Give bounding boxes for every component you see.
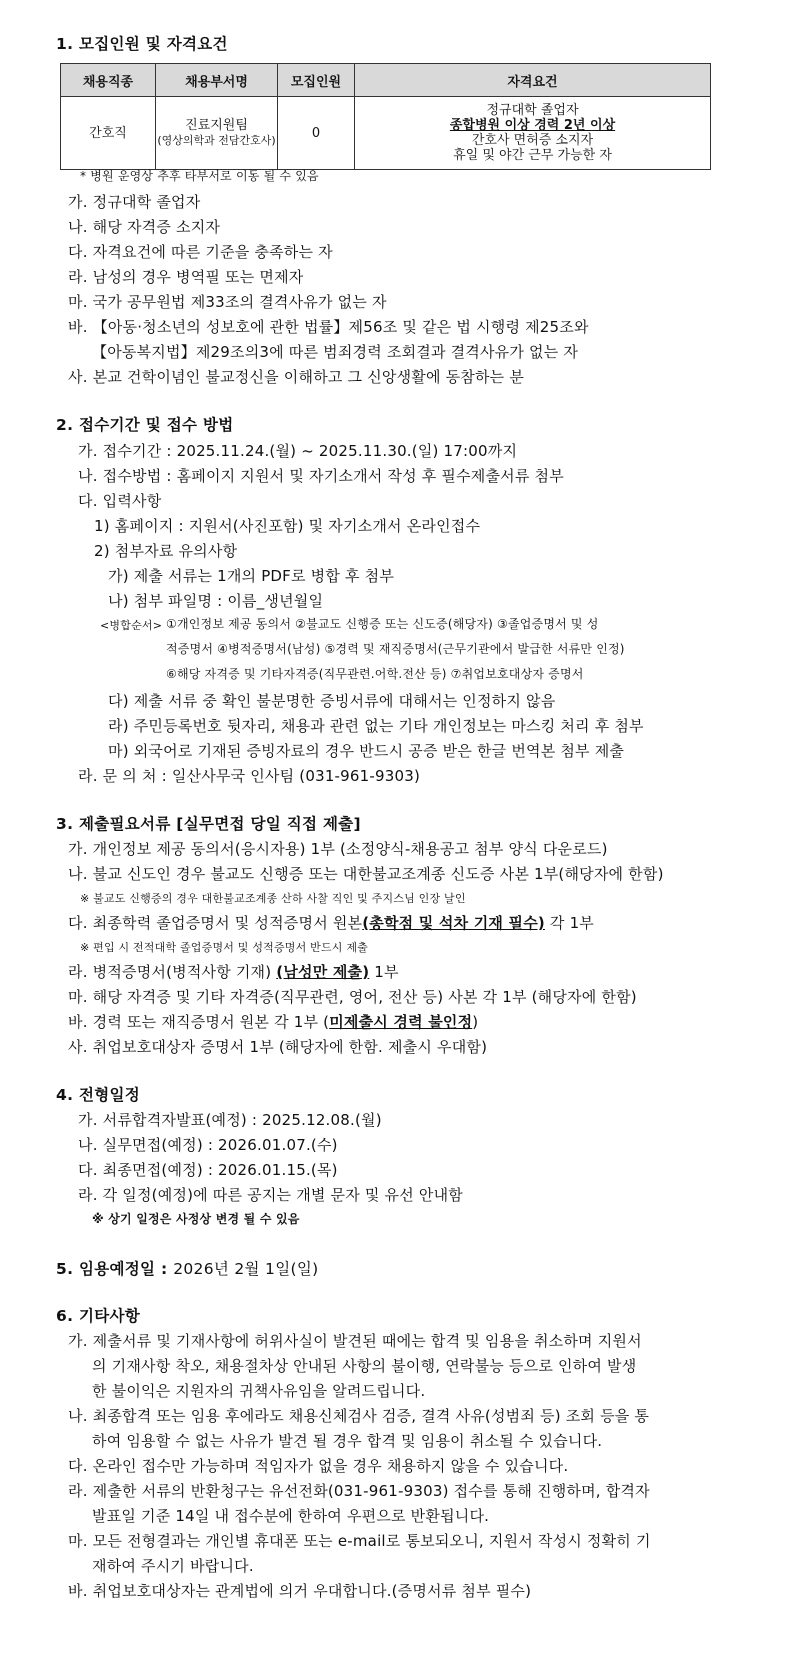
s3-ba [68, 1011, 478, 1032]
s2-merge-line: ⑥해당 자격증 및 기타자격증(직무관련.어학.전산 등) ⑦취업보호대상자 증명서 [166, 667, 584, 681]
s2-ma: 마) 외국어로 기재된 증빙자료의 경우 반드시 공증 받은 한글 번역본 첨부 제출 [108, 742, 625, 760]
section-4-title: 4. 전형일정 [56, 1086, 141, 1104]
table-row [61, 97, 711, 170]
s3-sa: 사. 취업보호대상자 증명서 1부 (해당자에 한함. 제출시 우대함) [68, 1038, 488, 1056]
table-header-count: 모집인원 [278, 64, 355, 97]
s6-line: 마. 모든 전형결과는 개인별 휴대폰 또는 e-mail로 통보되오니, 지원서 작성시 정확히 기 [68, 1532, 651, 1550]
section-2-title: 2. 접수기간 및 접수 방법 [56, 416, 234, 434]
s2-merge-line: 적증명서 ④병적증명서(남성) ⑤경력 및 재직증명서(근무기관에서 발급한 서류만 인정) [166, 642, 625, 656]
s6-line: 바. 취업보호대상자는 관계법에 의거 우대합니다.(증명서류 첨부 필수) [68, 1582, 532, 1600]
s1-item: 사. 본교 건학이념인 불교정신을 이해하고 그 신앙생활에 동참하는 분 [68, 368, 525, 386]
s3-da-tail: 각 1부 [544, 914, 594, 932]
s2-contact: 라. 문 의 처 : 일산사무국 인사팀 (031-961-9303) [78, 767, 421, 785]
s2-na: 나) 첨부 파일명 : 이름_생년월일 [108, 592, 324, 610]
s6-line: 재하여 주시기 바랍니다. [92, 1557, 254, 1575]
s4-ra: 라. 각 일정(예정)에 따른 공지는 개별 문자 및 유선 안내함 [78, 1186, 463, 1204]
s1-item: 가. 정규대학 졸업자 [68, 193, 201, 211]
section-5-title: 5. 임용예정일 : [56, 1260, 168, 1278]
s3-na-note: ※ 불교도 신행증의 경우 대한불교조계종 산하 사찰 직인 및 주지스님 인장 날인 [80, 892, 466, 905]
s2-sub2: 2) 첨부자료 유의사항 [94, 542, 238, 560]
s2-input: 다. 입력사항 [78, 492, 162, 510]
s1-item: 라. 남성의 경우 병역필 또는 면제자 [68, 268, 304, 286]
s4-note: ※ 상기 일정은 사정상 변경 될 수 있음 [92, 1212, 300, 1226]
s6-line: 가. 제출서류 및 기재사항에 허위사실이 발견된 때에는 합격 및 임용을 취소하며 지원서 [68, 1332, 642, 1350]
s1-note: * 병원 운영상 추후 타부서로 이동 될 수 있음 [80, 169, 319, 183]
s6-line: 하여 임용할 수 없는 사유가 발견 될 경우 합격 및 임용이 취소될 수 있습니다. [92, 1432, 603, 1450]
s2-merge-line: ①개인정보 제공 동의서 ②불교도 신행증 또는 신도증(해당자) ③졸업증명서 및 성 [166, 617, 599, 631]
s3-ma: 마. 해당 자격증 및 기타 자격증(직무관련, 영어, 전산 등) 사본 각 1부 (해당자에 한함) [68, 988, 637, 1006]
s3-da [68, 912, 594, 933]
s3-da-text: 다. 최종학력 졸업증명서 및 성적증명서 원본 [68, 914, 363, 932]
section-1-title: 1. 모집인원 및 자격요건 [56, 35, 228, 53]
s3-da-emphasis: (총학점 및 석차 기재 필수) [362, 914, 545, 932]
table-cell-req [355, 97, 711, 170]
s2-ra: 라) 주민등록번호 뒷자리, 채용과 관련 없는 기타 개인정보는 마스킹 처리 후 첨부 [108, 717, 644, 735]
req-line: 정규대학 졸업자 [486, 103, 579, 118]
table-header-req: 자격요건 [355, 64, 711, 97]
table-header-row [61, 64, 711, 97]
s1-item: 다. 자격요건에 따른 기준을 충족하는 자 [68, 243, 333, 261]
s3-ra [68, 961, 399, 982]
s3-ra-text: 라. 병적증명서(병적사항 기재) [68, 963, 277, 981]
s3-ra-emphasis: (남성만 제출) [276, 963, 370, 981]
requirements-table [60, 63, 711, 170]
appointment-date: 2026년 2월 1일(일) [173, 1260, 319, 1278]
table-cell-count: 0 [278, 97, 355, 170]
s6-line: 나. 최종합격 또는 임용 후에라도 채용신체검사 검증, 결격 사유(성범죄 등) 조회 등을 통 [68, 1407, 650, 1425]
s6-line: 한 불이익은 지원자의 귀책사유임을 알려드립니다. [92, 1382, 426, 1400]
s6-line: 다. 온라인 접수만 가능하며 적임자가 없을 경우 채용하지 않을 수 있습니다. [68, 1457, 569, 1475]
table-cell-job: 간호직 [61, 97, 156, 170]
req-line-emphasis: 종합병원 이상 경력 2년 이상 [449, 118, 616, 133]
s2-sub1: 1) 홈페이지 : 지원서(사진포함) 및 자기소개서 온라인접수 [94, 517, 481, 535]
s6-line: 라. 제출한 서류의 반환청구는 유선전화(031-961-9303) 접수를 통해 진행하며, 합격자 [68, 1482, 650, 1500]
s6-line: 발표일 기준 14일 내 접수분에 한하여 우편으로 반환됩니다. [92, 1507, 490, 1525]
section-6-title: 6. 기타사항 [56, 1307, 141, 1325]
s3-ga: 가. 개인정보 제공 동의서(응시자용) 1부 (소정양식-채용공고 첨부 양식 다운로드) [68, 840, 608, 858]
s4-na: 나. 실무면접(예정) : 2026.01.07.(수) [78, 1136, 338, 1154]
s1-item: 나. 해당 자격증 소지자 [68, 218, 221, 236]
dept-main: 진료지원팀 [185, 118, 248, 133]
section-3-title: 3. 제출필요서류 [실무면접 당일 직접 제출] [56, 815, 361, 833]
req-line: 간호사 면허증 소지자 [471, 133, 594, 148]
table-cell-dept [156, 97, 278, 170]
s3-da-note: ※ 편입 시 전적대학 졸업증명서 및 성적증명서 반드시 제출 [80, 941, 368, 954]
s2-merge-label: <병합순서> [100, 619, 163, 632]
s6-line: 의 기재사항 착오, 채용절차상 안내된 사항의 불이행, 연락불능 등으로 인하여 발생 [92, 1357, 637, 1375]
s1-item-cont: 【아동복지법】제29조의3에 따른 범죄경력 조회결과 결격사유가 없는 자 [92, 343, 579, 361]
s2-ga: 가) 제출 서류는 1개의 PDF로 병합 후 첨부 [108, 567, 395, 585]
s3-ba-emphasis: 미제출시 경력 불인정 [329, 1013, 473, 1031]
s1-item: 바. 【아동·청소년의 성보호에 관한 법률】제56조 및 같은 법 시행령 제25조와 [68, 318, 589, 336]
s3-ra-tail: 1부 [369, 963, 399, 981]
table-header-job: 채용직종 [61, 64, 156, 97]
s4-ga: 가. 서류합격자발표(예정) : 2025.12.08.(월) [78, 1111, 382, 1129]
s3-na: 나. 불교 신도인 경우 불교도 신행증 또는 대한불교조계종 신도증 사본 1부(해당자에 한함) [68, 865, 664, 883]
section-5 [56, 1257, 318, 1279]
req-line: 휴일 및 야간 근무 가능한 자 [453, 148, 612, 163]
table-header-dept: 채용부서명 [156, 64, 278, 97]
s4-da: 다. 최종면접(예정) : 2026.01.15.(목) [78, 1161, 338, 1179]
s1-item: 마. 국가 공무원법 제33조의 결격사유가 없는 자 [68, 293, 387, 311]
dept-sub: (영상의학과 전담간호사) [157, 134, 276, 147]
s2-da: 다) 제출 서류 중 확인 불분명한 증빙서류에 대해서는 인정하지 않음 [108, 692, 556, 710]
s3-ba-tail: ) [472, 1013, 479, 1031]
s3-ba-text: 바. 경력 또는 재직증명서 원본 각 1부 ( [68, 1013, 330, 1031]
s2-period: 가. 접수기간 : 2025.11.24.(월) ~ 2025.11.30.(일) 17:00까지 [78, 442, 518, 460]
s2-method: 나. 접수방법 : 홈페이지 지원서 및 자기소개서 작성 후 필수제출서류 첨부 [78, 467, 564, 485]
